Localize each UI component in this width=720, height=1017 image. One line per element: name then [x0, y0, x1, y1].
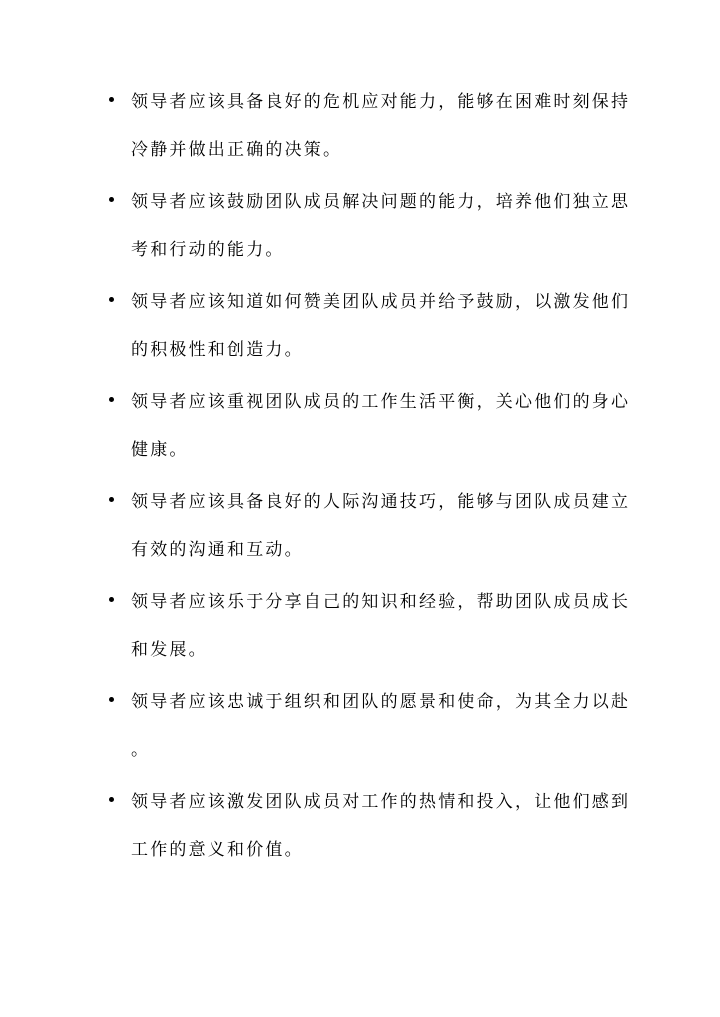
list-item-line: 领导者应该忠诚于组织和团队的愿景和使命，为其全力以赴	[131, 692, 631, 712]
bullet-icon	[109, 697, 114, 702]
list-item-text	[131, 578, 631, 674]
list-item-text	[131, 478, 631, 574]
list-item-line: 健康。	[131, 440, 189, 460]
list-item-line: 考和行动的能力。	[131, 240, 285, 260]
bullet-icon	[109, 597, 114, 602]
list-item	[0, 278, 720, 378]
list-item-line: 和发展。	[131, 640, 208, 660]
list-item-line: 领导者应该重视团队成员的工作生活平衡，关心他们的身心	[131, 392, 631, 412]
list-item-line: 的积极性和创造力。	[131, 340, 304, 360]
list-item-text	[131, 678, 631, 774]
list-item-line: 工作的意义和价值。	[131, 840, 304, 860]
list-item-text	[131, 78, 631, 174]
list-item-line: 领导者应该具备良好的危机应对能力，能够在困难时刻保持	[131, 92, 631, 112]
bullet-icon	[109, 497, 114, 502]
bullet-icon	[109, 397, 114, 402]
list-item	[0, 78, 720, 178]
list-item	[0, 478, 720, 578]
bullet-icon	[109, 197, 114, 202]
bullet-icon	[109, 97, 114, 102]
list-item-line: 领导者应该鼓励团队成员解决问题的能力，培养他们独立思	[131, 192, 631, 212]
list-item-text	[131, 378, 631, 474]
list-item-line: 领导者应该激发团队成员对工作的热情和投入，让他们感到	[131, 792, 631, 812]
bullet-list	[0, 78, 720, 878]
list-item	[0, 778, 720, 878]
list-item-line: 。	[131, 740, 151, 760]
list-item-line: 有效的沟通和互动。	[131, 540, 304, 560]
list-item-text	[131, 278, 631, 374]
bullet-icon	[109, 797, 114, 802]
bullet-icon	[109, 297, 114, 302]
list-item-line: 冷静并做出正确的决策。	[131, 140, 343, 160]
list-item-text	[131, 778, 631, 874]
list-item-line: 领导者应该知道如何赞美团队成员并给予鼓励，以激发他们	[131, 292, 631, 312]
list-item	[0, 178, 720, 278]
list-item	[0, 378, 720, 478]
list-item-line: 领导者应该具备良好的人际沟通技巧，能够与团队成员建立	[131, 492, 631, 512]
list-item-text	[131, 178, 631, 274]
list-item	[0, 678, 720, 778]
list-item	[0, 578, 720, 678]
list-item-line: 领导者应该乐于分享自己的知识和经验，帮助团队成员成长	[131, 592, 631, 612]
